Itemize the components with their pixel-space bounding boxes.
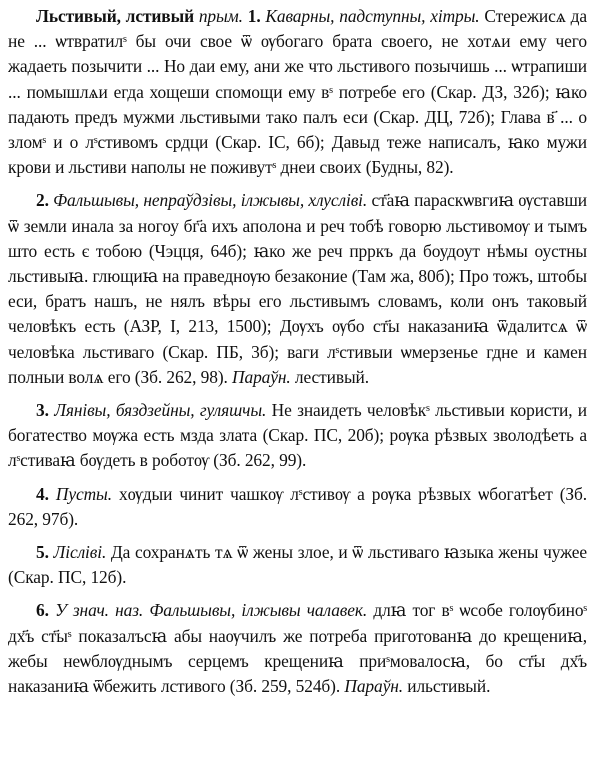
cross-ref-2-label: Параўн. [232,366,291,387]
dictionary-page [8,4,587,767]
sense-4-text: хѹдыи чинит чашкѹ лˢстивѹ а рѹка рѣзвых ѡбогатѣет (Зб. 262, 97б). [8,483,587,529]
sense-6-paragraph [8,598,587,699]
sense-6-text: длꙗ тог вˢ ѡсобе голѹбиноˢ дх҃ъ ст҃ыˢ показалъсꙗ абы наѹчилъ же потреба приготованꙗ до крещениꙗ, жебы неѡблѹднымъ серцемъ крещениꙗ приˢмовалосꙗ, бо ст҃ы дх҃ъ наказаниꙗ ѿбежить лстивого (Зб. 259, 524б). [8,600,587,697]
sense-2-number: 2. [36,190,49,211]
cross-ref-6-target: ильстивый. [407,676,491,697]
sense-6-number: 6. [36,600,49,621]
cross-ref-2-target: лестивый. [294,366,370,387]
sense-3-gloss: Лянівы, бяздзейны, гуляшчы. [54,400,267,421]
sense-4-paragraph [8,482,587,532]
sense-3-text: Не знаидеть человѣкˢ льстивыи користи, и богатество мѹжа есть мзда злата (Скар. ПС, 20б); рѹка рѣзвых зволодѣеть а лˢстиваꙗ бѹдеть в роботѹ (Зб. 262, 99). [8,400,587,471]
sense-2-text: ст҃аꙗ параскѡвгиꙗ ѹставши ѿ земли инала за ногоу бг҃а ихъ аполона и реч тобѣ говорю льстивомѹ и тымъ што есть є тобою (Чэцця, 64б); ꙗко же реч прркъ да боудоут нѣмы оустны льстивыꙗ. глющиꙗ на праведнѹю безаконие (Там жа, 80б); Про тожъ, штобы еси, братъ нашъ, не нялъ вѣры его льстивымъ словамъ, коли онъ таковый человѣкъ есть (АЗР, I, 213, 1500); Дѹхъ ѹбо ст҃ы наказаниꙗ ѿдалитсѧ ѿ человѣка льстиваго (Скар. ПБ, 3б); ваги лˢстивыи ѡмерзенье гдне и камен полныи волѧ его (Зб. 262, 98). [8,190,587,387]
sense-1-number: 1. [247,6,261,26]
cross-ref-6-label: Параўн. [344,676,403,697]
sense-4-number: 4. [36,483,49,504]
sense-1-gloss: Каварны, падступны, хітры. [265,6,480,26]
sense-2-gloss: Фальшывы, непраўдзівы, ілжывы, хлусліві. [53,190,368,211]
sense-5-paragraph [8,540,587,590]
headword: Льстивый, лстивый [36,6,194,26]
sense-3-paragraph [8,398,587,474]
sense-5-text: Да сохранѧть тѧ ѿ жены злое, и ѿ льстиваго ꙗзыка жены чужее (Скар. ПС, 12б). [8,542,587,588]
sense-5-gloss: Лісліві. [53,542,107,563]
sense-1-text: Стережисѧ да не ... ѡтвратилˢ бы очи свое ѿ ѹбогаго брата своего, не хотѧи ему чего жадаеть позычити ... Но даи ему, ани же что льстивого позычишь ... ѡтрапиши ... помышлѧи егда хощеши спомощи ему вˢ потребе его (Скар. ДЗ, 32б); ꙗко падають предъ мужми льстивыми тако палъ еси (Скар. ДЦ, 72б); Глава в҃ ... о зломˢ и о лˢстивомъ срдци (Скар. ІС, 6б); Давыд теже написалъ, ꙗко мужи крови и льстиви наполы не поживутˢ днеи своих (Будны, 82). [8,6,587,178]
sense-6-gloss: У знач. наз. Фальшывы, ілжывы чалавек. [55,600,368,621]
sense-1-paragraph [8,4,587,180]
sense-3-number: 3. [36,400,49,421]
sense-5-number: 5. [36,542,49,563]
part-of-speech: прым. [198,6,243,26]
sense-4-gloss: Пусты. [55,483,112,504]
sense-2-paragraph [8,188,587,390]
